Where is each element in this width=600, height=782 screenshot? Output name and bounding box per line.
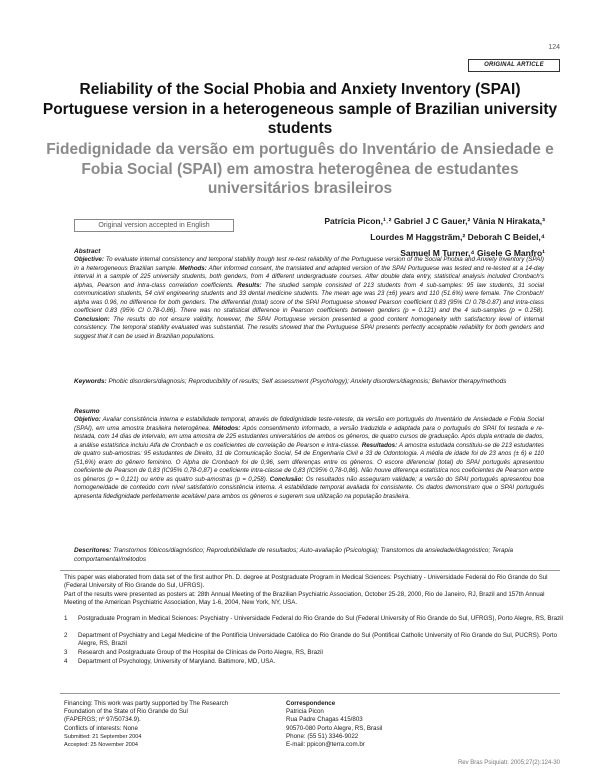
conflicts-line: Conflicts of interests: None [64, 724, 138, 732]
correspondence-heading: Correspondence [286, 700, 336, 707]
funding-block [64, 700, 274, 749]
abstract-heading: Abstract [74, 248, 101, 255]
descritores-label: Descritores: [74, 547, 112, 554]
resumo-objetivo: Avaliar consistência interna e estabilidade temporal, através de fidedignidade teste-reteste, da versão em português do Inventário de Ansiedade e Fobia Social (SPAI), em uma amostra brasileira heterogênea. [74, 416, 544, 432]
accepted-language-box: Original version accepted in English [74, 219, 234, 232]
accepted-date: Accepted: 25 November 2004 [64, 742, 139, 749]
correspondence-name: Patricia Picon [286, 708, 324, 716]
abstract-results-label: Results: [233, 281, 262, 289]
resumo-body [74, 416, 544, 501]
abstract-body [74, 256, 544, 341]
resumo-resultados-label: Resultados: [359, 441, 398, 449]
author-line-3: Samuel M Turner,⁴ Gisele G Manfro¹ [400, 248, 545, 258]
paper-note: This paper was elaborated from data set of the first author Ph. D. degree at Postgraduate Program in Medical Sciences: Psychiatry - Universidade Federal do Rio Grande do Sul (Federal University of Rio Grande do Sul, UFRGS). [64, 574, 548, 590]
resumo-resultados: A amostra estudada constituiu-se de 213 estudantes de quatro sub-amostras: 95 estudantes de Direito, 31 de Comunicação Social, 54 de Engenharia Civil e 33 de Odontologia. A média de idade foi de 23 anos (± 6) e 110 (51,6%) eram do gênero feminino. O Alpha de Cronbach foi de 0,96, sem diferenças entre os gêneros. O escore diferencial (total) do SPAI português apresentou coeficiente de Pearson de 0,83 (IC95% 0,78-0,87) e coeficiente intra-classe de 0,83 (IC95% 0,78-0,86). Não houve diferença estatística nos coeficientes de Pearson entre os gêneros (p = 0,121) ou entre as quatro sub-amostras (p = 0,258). [74, 441, 544, 483]
resumo-conclusao: Os resultados não asseguram validade; a versão do SPAI português apresentou boa homogeneidade de conteúdo com nível satisfatório consistência interna. A estabilidade temporal avaliada foi consistente. Os dados demonstram que o SPAI português apresenta fidedignidade perfeitamente aceitável para ambos os gêneros e sugerem sua utilização na população brasileira. [74, 475, 544, 500]
correspondence-phone: Phone: (55 51) 3346-9022 [286, 732, 359, 740]
resumo-heading: Resumo [74, 408, 100, 415]
abstract-objective: To evaluate internal consistency and temporal stability trough test re-test reliability of the Portuguese version of the Social Phobia and Anxiety Inventory (SPAI) in a heterogeneous Brazilian sample. [74, 256, 544, 272]
footnote-text: Department of Psychology, University of Maryland. Baltimore, MD, USA. [78, 658, 276, 665]
divider [60, 570, 560, 571]
page-number: 124 [548, 44, 560, 51]
descritores [74, 546, 544, 564]
footnote-number: 2 [64, 632, 68, 639]
abstract-conclusion: The results do not ensure validity, however, the SPAI Portuguese version presented a good content homogeneity with satisfactory level of internal consistency. The temporal stability evaluated was substantial. The results showed that the Portuguese SPAI presents perfectly acceptable reliability for both genders and suggest that it can be used in Brazilian populations. [74, 315, 544, 340]
footnote-1 [64, 615, 564, 623]
author-line-1: Patrícia Picon,¹˒² Gabriel J C Gauer,² Vânia N Hirakata,³ [324, 216, 545, 226]
divider [60, 693, 560, 694]
footnote-text: Postgraduate Program in Medical Sciences: Psychiatry - Universidade Federal do Rio Grande do Sul (Federal University of Rio Grande do Sul, UFRGS), Porto Alegre, RS, Brazil [78, 615, 563, 622]
abstract-methods: After informed consent, the translated and adapted version of the SPAI Portuguese was tested and re-tested at a 14-day interval in a sample of 225 university students, both genders, from 4 different undergraduate courses. After double data entry, statistical analysis included Cronbach's alphas, Pearson and intra-class correlation coefficients. [74, 264, 544, 289]
abstract-conclusion-label: Conclusion: [74, 315, 110, 323]
footnote-text: Department of Psychiatry and Legal Medicine of the Pontifícia Universidade Católica do Rio Grande do Sul (Pontifical Catholic University of Rio Grande do Sul, PUCRS). Porto Alegre, RS, Brazil [78, 632, 558, 648]
correspondence-city: 90570-080 Porto Alegre, RS, Brasil [286, 724, 383, 732]
correspondence-street: Rua Padre Chagas 415/803 [286, 716, 363, 724]
submitted-date: Submitted: 21 September 2004 [64, 733, 142, 740]
correspondence-block [286, 700, 486, 749]
title-portuguese: Fidedignidade da versão em português do Inventário de Ansiedade e Fobia Social (SPAI) em amostra heterogênea de estudantes universitários brasileiros [46, 141, 554, 197]
funding-line: Financing: This work was partly supported by The Research [64, 700, 229, 707]
resumo-metodos-label: Métodos: [210, 424, 241, 432]
funding-line: Foundation of the State of Rio Grande do Sul [64, 708, 188, 716]
correspondence-email: E-mail: ppicon@terra.com.br [286, 741, 365, 749]
footnote-number: 3 [64, 649, 68, 656]
presented-note: Part of the results were presented as posters at: 28th Annual Meeting of the Brazilian Psychiatric Association, October 25-28, 2000, Rio de Janeiro, RJ, Brazil and 157th Annual Meeting of the American Psychiatric Association, May 1-6, 2004, New York, NY, USA. [64, 591, 545, 607]
keywords-label: Keywords: [74, 378, 107, 385]
abstract-results: The studied sample consisted of 213 students from 4 sub-samples: 95 law students, 31 social communication students, 54 civil engineering students and 33 dental medicine students. The mean age was 23 (±6) years and 110 (51.6%) were female. The Cronbach' alpha was 0.96, no difference for both genders. The differential (total) score of the SPAI Portuguese showed Pearson coefficient 0.83 (95% CI 0.78-0.87) and intra-class coefficient 0.83 (95% CI 0.78-0.86). There was no statistical difference in Pearson coefficients between genders (p = 0.121) and the 4 sub-samples (p = 0.258). [74, 281, 544, 314]
keywords-text: Phobic disorders/diagnosis; Reproducibility of results; Self assessment (Psychology); Anxiety disorders/diagnosis; Behavior therapy/methods [106, 378, 507, 385]
footnote-2 [64, 632, 564, 649]
footnote-4 [64, 658, 564, 666]
resumo-objetivo-label: Objetivo: [74, 416, 101, 423]
footnote-3 [64, 649, 564, 657]
funding-line: (FAPERGS; nº 97/50734.9). [64, 716, 141, 724]
abstract-methods-label: Methods: [177, 264, 207, 272]
footnote-text: Research and Postgraduate Group of the Hospital de Clínicas de Porto Alegre, RS, Brazil [78, 649, 323, 656]
title-english: Reliability of the Social Phobia and Anxiety Inventory (SPAI) Portuguese version in a heterogeneous sample of Brazilian university students [42, 81, 558, 137]
footnote-number: 1 [64, 615, 68, 622]
journal-reference: Rev Bras Psiquiatr. 2005;27(2):124-30 [457, 760, 560, 766]
footnote-number: 4 [64, 658, 68, 665]
resumo-metodos: Após consentimento informado, a versão traduzida e adaptada para o português do SPAI foi testada e re-testada, com 14 dias de intervalo, em uma amostra de 225 estudantes universitários de ambos os gêneros, de quatro cursos de graduação. Após dupla entrada de dados, a análise estatística incluiu Alfa de Cronbach e os coeficientes de correlação de Pearson e intra-classe. [74, 424, 544, 449]
resumo-conclusao-label: Conclusão: [267, 475, 304, 483]
author-line-2: Lourdes M Haggstrãm,² Deborah C Beidel,⁴ [370, 232, 545, 242]
descritores-text: Transtornos fóbicos/diagnóstico; Reprodutibilidade de resultados; Auto-avaliação (Psicologia); Transtornos da ansiedade/diagnóstico; Terapia comportamental/métodos [74, 547, 514, 563]
author-list [245, 213, 545, 261]
article-type-badge: ORIGINAL ARTICLE [468, 59, 560, 72]
keywords [74, 377, 544, 386]
abstract-objective-label: Objective: [74, 256, 104, 263]
